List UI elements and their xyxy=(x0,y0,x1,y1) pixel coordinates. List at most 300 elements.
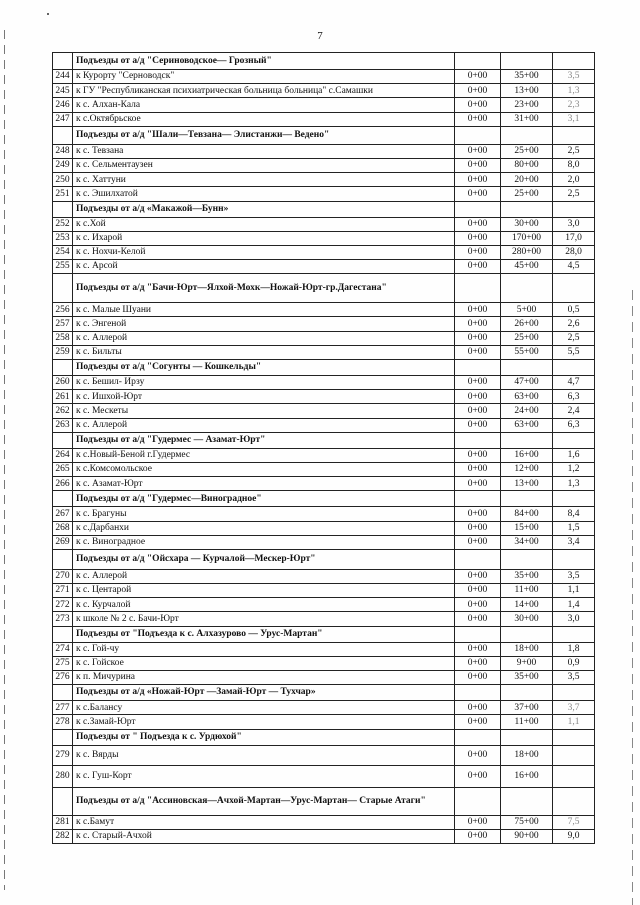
end-km: 18+00 xyxy=(501,745,553,765)
road-name: к с. Азамат-Юрт xyxy=(73,477,455,491)
length-km: 17,0 xyxy=(553,231,595,245)
table-row xyxy=(53,584,595,598)
section-header-row xyxy=(53,126,595,144)
end-km: 35+00 xyxy=(501,70,553,84)
section-empty-cell xyxy=(553,274,595,303)
section-empty-cell xyxy=(455,491,501,507)
road-name: к с. Брагуны xyxy=(73,507,455,521)
length-km: 1,1 xyxy=(553,584,595,598)
row-number: 246 xyxy=(53,98,73,112)
road-name: к с. Центарой xyxy=(73,584,455,598)
row-number: 274 xyxy=(53,642,73,656)
start-km: 0+00 xyxy=(455,317,501,331)
length-km: 2,5 xyxy=(553,187,595,201)
start-km: 0+00 xyxy=(455,245,501,259)
road-name: к с. Эшилхатой xyxy=(73,187,455,201)
row-number: 263 xyxy=(53,418,73,432)
end-km: 84+00 xyxy=(501,507,553,521)
length-km: 6,3 xyxy=(553,418,595,432)
row-number: 248 xyxy=(53,144,73,158)
end-km: 18+00 xyxy=(501,642,553,656)
length-km: 6,3 xyxy=(553,390,595,404)
length-km: 0,9 xyxy=(553,656,595,670)
length-km: 1,8 xyxy=(553,642,595,656)
section-empty-cell xyxy=(553,432,595,448)
section-empty-cell xyxy=(501,685,553,701)
section-empty-cell xyxy=(455,626,501,642)
road-name: к школе № 2 с. Бачи-Юрт xyxy=(73,612,455,626)
row-number: 273 xyxy=(53,612,73,626)
start-km: 0+00 xyxy=(455,829,501,843)
section-title: Подъезды от а/д "Ойсхара — Курчалой—Мескер-Юрт" xyxy=(73,549,455,569)
row-number: 254 xyxy=(53,245,73,259)
end-km: 90+00 xyxy=(501,829,553,843)
section-empty-cell xyxy=(553,360,595,376)
length-km: 5,5 xyxy=(553,345,595,359)
start-km: 0+00 xyxy=(455,584,501,598)
start-km: 0+00 xyxy=(455,376,501,390)
length-km: 9,0 xyxy=(553,829,595,843)
section-empty-cell xyxy=(455,685,501,701)
table-row xyxy=(53,390,595,404)
length-km: 8,0 xyxy=(553,158,595,172)
section-empty-cell xyxy=(455,729,501,745)
section-header-row xyxy=(53,274,595,303)
section-header-row xyxy=(53,787,595,815)
start-km: 0+00 xyxy=(455,217,501,231)
table-row xyxy=(53,507,595,521)
section-empty-cell xyxy=(501,53,553,70)
length-km: 4,5 xyxy=(553,260,595,274)
table-row xyxy=(53,84,595,98)
start-km: 0+00 xyxy=(455,345,501,359)
start-km: 0+00 xyxy=(455,642,501,656)
table-row xyxy=(53,765,595,787)
length-km: 0,5 xyxy=(553,303,595,317)
table-row xyxy=(53,671,595,685)
section-header-row xyxy=(53,626,595,642)
section-empty-cell xyxy=(501,360,553,376)
row-number: 245 xyxy=(53,84,73,98)
road-name: к с. Бильты xyxy=(73,345,455,359)
table-row xyxy=(53,245,595,259)
section-empty-cell xyxy=(455,274,501,303)
row-number: 279 xyxy=(53,745,73,765)
length-km: 8,4 xyxy=(553,507,595,521)
section-header-row xyxy=(53,549,595,569)
length-km: 4,7 xyxy=(553,376,595,390)
row-number: 253 xyxy=(53,231,73,245)
row-number: 258 xyxy=(53,331,73,345)
table-row xyxy=(53,829,595,843)
end-km: 23+00 xyxy=(501,98,553,112)
row-number: 266 xyxy=(53,477,73,491)
start-km: 0+00 xyxy=(455,70,501,84)
left-margin-rule xyxy=(4,30,5,890)
start-km: 0+00 xyxy=(455,815,501,829)
row-number: 282 xyxy=(53,829,73,843)
table-row xyxy=(53,656,595,670)
length-km: 3,5 xyxy=(553,569,595,583)
section-empty-cell xyxy=(501,491,553,507)
road-name: к с. Аллерой xyxy=(73,331,455,345)
table-row xyxy=(53,521,595,535)
section-title: Подъезды от а/д "Ассиновская—Ачхой-Мартан—Урус-Мартан— Старые Атаги" xyxy=(73,787,455,815)
section-empty-cell xyxy=(455,53,501,70)
section-empty-cell xyxy=(501,201,553,217)
start-km: 0+00 xyxy=(455,158,501,172)
end-km: 63+00 xyxy=(501,418,553,432)
table-row xyxy=(53,642,595,656)
table-row xyxy=(53,535,595,549)
table-row xyxy=(53,701,595,715)
end-km: 12+00 xyxy=(501,462,553,476)
length-km: 28,0 xyxy=(553,245,595,259)
section-empty-cell xyxy=(455,549,501,569)
road-name: к с. Ихарой xyxy=(73,231,455,245)
length-km: 3,5 xyxy=(553,671,595,685)
table-row xyxy=(53,418,595,432)
section-number-cell xyxy=(53,729,73,745)
section-empty-cell xyxy=(501,729,553,745)
end-km: 14+00 xyxy=(501,598,553,612)
row-number: 262 xyxy=(53,404,73,418)
start-km: 0+00 xyxy=(455,84,501,98)
table-row xyxy=(53,98,595,112)
start-km: 0+00 xyxy=(455,598,501,612)
section-title: Подъезды от а/д «Ножай-Юрт —Замай-Юрт — Тухчар» xyxy=(73,685,455,701)
road-name: к Курорту "Серноводск" xyxy=(73,70,455,84)
road-name: к с.Бамут xyxy=(73,815,455,829)
start-km: 0+00 xyxy=(455,390,501,404)
start-km: 0+00 xyxy=(455,331,501,345)
road-name: к с. Вярды xyxy=(73,745,455,765)
row-number: 260 xyxy=(53,376,73,390)
start-km: 0+00 xyxy=(455,477,501,491)
road-name: к с. Виноградное xyxy=(73,535,455,549)
end-km: 75+00 xyxy=(501,815,553,829)
start-km: 0+00 xyxy=(455,187,501,201)
section-empty-cell xyxy=(553,201,595,217)
start-km: 0+00 xyxy=(455,671,501,685)
start-km: 0+00 xyxy=(455,303,501,317)
table-row xyxy=(53,462,595,476)
section-empty-cell xyxy=(553,685,595,701)
row-number: 270 xyxy=(53,569,73,583)
length-km: 3,0 xyxy=(553,612,595,626)
section-empty-cell xyxy=(501,126,553,144)
section-number-cell xyxy=(53,787,73,815)
table-row xyxy=(53,715,595,729)
row-number: 252 xyxy=(53,217,73,231)
end-km: 45+00 xyxy=(501,260,553,274)
section-empty-cell xyxy=(553,787,595,815)
section-title: Подъезды от а/д "Гудермес—Виноградное" xyxy=(73,491,455,507)
table-row xyxy=(53,173,595,187)
road-name: к с.Хой xyxy=(73,217,455,231)
end-km: 25+00 xyxy=(501,331,553,345)
table-row xyxy=(53,448,595,462)
end-km: 25+00 xyxy=(501,144,553,158)
length-km: 1,4 xyxy=(553,598,595,612)
road-name: к с.Новый-Беной г.Гудермес xyxy=(73,448,455,462)
section-header-row xyxy=(53,685,595,701)
start-km: 0+00 xyxy=(455,144,501,158)
section-number-cell xyxy=(53,360,73,376)
section-empty-cell xyxy=(553,491,595,507)
row-number: 276 xyxy=(53,671,73,685)
section-number-cell xyxy=(53,491,73,507)
section-number-cell xyxy=(53,53,73,70)
end-km: 30+00 xyxy=(501,217,553,231)
table-row xyxy=(53,144,595,158)
length-km: 3,1 xyxy=(553,112,595,126)
end-km: 24+00 xyxy=(501,404,553,418)
end-km: 9+00 xyxy=(501,656,553,670)
end-km: 80+00 xyxy=(501,158,553,172)
row-number: 257 xyxy=(53,317,73,331)
table-row xyxy=(53,70,595,84)
length-km: 3,4 xyxy=(553,535,595,549)
section-title: Подъезды от а/д «Макажой—Бунн» xyxy=(73,201,455,217)
section-empty-cell xyxy=(501,787,553,815)
section-empty-cell xyxy=(455,787,501,815)
start-km: 0+00 xyxy=(455,112,501,126)
section-empty-cell xyxy=(501,549,553,569)
end-km: 37+00 xyxy=(501,701,553,715)
scan-mark xyxy=(47,13,49,15)
road-name: к с. Малые Шуани xyxy=(73,303,455,317)
road-name: к с.Замай-Юрт xyxy=(73,715,455,729)
section-empty-cell xyxy=(501,626,553,642)
start-km: 0+00 xyxy=(455,765,501,787)
roads-table-body xyxy=(53,53,595,844)
end-km: 16+00 xyxy=(501,448,553,462)
section-title: Подъезды от а/д "Бачи-Юрт—Ялхой-Мохк—Ножай-Юрт-гр.Дагестана" xyxy=(73,274,455,303)
table-row xyxy=(53,345,595,359)
table-row xyxy=(53,745,595,765)
length-km: 1,5 xyxy=(553,521,595,535)
road-name: к с. Сельментаузен xyxy=(73,158,455,172)
length-km: 3,7 xyxy=(553,701,595,715)
road-name: к с. Энгеной xyxy=(73,317,455,331)
road-name: к с.Комсомольское xyxy=(73,462,455,476)
end-km: 47+00 xyxy=(501,376,553,390)
table-row xyxy=(53,477,595,491)
length-km xyxy=(553,765,595,787)
road-name: к с. Арсой xyxy=(73,260,455,274)
row-number: 247 xyxy=(53,112,73,126)
section-empty-cell xyxy=(553,729,595,745)
row-number: 251 xyxy=(53,187,73,201)
row-number: 269 xyxy=(53,535,73,549)
length-km: 2,3 xyxy=(553,98,595,112)
row-number: 250 xyxy=(53,173,73,187)
section-empty-cell xyxy=(553,626,595,642)
start-km: 0+00 xyxy=(455,260,501,274)
section-empty-cell xyxy=(553,549,595,569)
end-km: 34+00 xyxy=(501,535,553,549)
row-number: 267 xyxy=(53,507,73,521)
end-km: 30+00 xyxy=(501,612,553,626)
section-number-cell xyxy=(53,549,73,569)
road-name: к с. Гойское xyxy=(73,656,455,670)
table-row xyxy=(53,598,595,612)
row-number: 256 xyxy=(53,303,73,317)
length-km: 1,6 xyxy=(553,448,595,462)
start-km: 0+00 xyxy=(455,418,501,432)
section-empty-cell xyxy=(501,432,553,448)
start-km: 0+00 xyxy=(455,98,501,112)
row-number: 244 xyxy=(53,70,73,84)
page-number: 7 xyxy=(317,30,323,42)
row-number: 265 xyxy=(53,462,73,476)
start-km: 0+00 xyxy=(455,656,501,670)
row-number: 255 xyxy=(53,260,73,274)
table-row xyxy=(53,331,595,345)
end-km: 20+00 xyxy=(501,173,553,187)
row-number: 268 xyxy=(53,521,73,535)
section-empty-cell xyxy=(553,126,595,144)
section-title: Подъезды от а/д "Сериноводское— Грозный" xyxy=(73,53,455,70)
road-name: к п. Мичурина xyxy=(73,671,455,685)
length-km: 2,5 xyxy=(553,144,595,158)
row-number: 261 xyxy=(53,390,73,404)
length-km: 2,6 xyxy=(553,317,595,331)
table-row xyxy=(53,260,595,274)
start-km: 0+00 xyxy=(455,231,501,245)
length-km: 2,5 xyxy=(553,331,595,345)
end-km: 35+00 xyxy=(501,569,553,583)
length-km: 3,5 xyxy=(553,70,595,84)
road-name: к с. Алхан-Кала xyxy=(73,98,455,112)
end-km: 11+00 xyxy=(501,584,553,598)
section-number-cell xyxy=(53,432,73,448)
start-km: 0+00 xyxy=(455,715,501,729)
section-empty-cell xyxy=(455,201,501,217)
roads-table xyxy=(52,52,595,844)
section-title: Подъезды от "Подъезда к с. Алхазурово — Урус-Мартан" xyxy=(73,626,455,642)
road-name: к с. Бешил- Ирзу xyxy=(73,376,455,390)
section-empty-cell xyxy=(455,360,501,376)
start-km: 0+00 xyxy=(455,745,501,765)
road-name: к ГУ "Республиканская психиатрическая больница больница" с.Самашки xyxy=(73,84,455,98)
section-number-cell xyxy=(53,274,73,303)
section-title: Подъезды от а/д "Согунты — Кошкельды" xyxy=(73,360,455,376)
section-title: Подъезды от а/д "Шали—Тевзана— Элистанжи— Ведено" xyxy=(73,126,455,144)
row-number: 264 xyxy=(53,448,73,462)
start-km: 0+00 xyxy=(455,569,501,583)
road-name: к с. Мескеты xyxy=(73,404,455,418)
row-number: 271 xyxy=(53,584,73,598)
end-km: 13+00 xyxy=(501,84,553,98)
table-row xyxy=(53,303,595,317)
section-number-cell xyxy=(53,201,73,217)
length-km: 3,0 xyxy=(553,217,595,231)
end-km: 55+00 xyxy=(501,345,553,359)
end-km: 280+00 xyxy=(501,245,553,259)
section-empty-cell xyxy=(501,274,553,303)
section-header-row xyxy=(53,432,595,448)
road-name: к с.Балансу xyxy=(73,701,455,715)
road-name: к с.Октябрьское xyxy=(73,112,455,126)
end-km: 26+00 xyxy=(501,317,553,331)
right-margin-rule xyxy=(632,290,633,905)
length-km: 1,3 xyxy=(553,84,595,98)
section-number-cell xyxy=(53,626,73,642)
table-row xyxy=(53,187,595,201)
road-name: к с. Гуш-Корт xyxy=(73,765,455,787)
row-number: 280 xyxy=(53,765,73,787)
road-name: к с. Аллерой xyxy=(73,569,455,583)
section-header-row xyxy=(53,53,595,70)
end-km: 31+00 xyxy=(501,112,553,126)
start-km: 0+00 xyxy=(455,701,501,715)
section-empty-cell xyxy=(455,432,501,448)
row-number: 281 xyxy=(53,815,73,829)
length-km: 7,5 xyxy=(553,815,595,829)
table-row xyxy=(53,569,595,583)
end-km: 35+00 xyxy=(501,671,553,685)
end-km: 5+00 xyxy=(501,303,553,317)
section-number-cell xyxy=(53,126,73,144)
table-row xyxy=(53,815,595,829)
length-km: 2,0 xyxy=(553,173,595,187)
length-km: 2,4 xyxy=(553,404,595,418)
length-km: 1,1 xyxy=(553,715,595,729)
end-km: 63+00 xyxy=(501,390,553,404)
road-name: к с. Старый-Ачхой xyxy=(73,829,455,843)
section-title: Подъезды от " Подъезда к с. Урдюхой" xyxy=(73,729,455,745)
end-km: 170+00 xyxy=(501,231,553,245)
table-row xyxy=(53,612,595,626)
section-empty-cell xyxy=(455,126,501,144)
road-name: к с. Аллерой xyxy=(73,418,455,432)
start-km: 0+00 xyxy=(455,462,501,476)
start-km: 0+00 xyxy=(455,507,501,521)
road-name: к с. Курчалой xyxy=(73,598,455,612)
road-name: к с.Дарбанхи xyxy=(73,521,455,535)
table-row xyxy=(53,376,595,390)
end-km: 16+00 xyxy=(501,765,553,787)
road-name: к с. Гой-чу xyxy=(73,642,455,656)
length-km xyxy=(553,745,595,765)
table-row xyxy=(53,404,595,418)
road-name: к с. Ишхой-Юрт xyxy=(73,390,455,404)
table-row xyxy=(53,217,595,231)
length-km: 1,3 xyxy=(553,477,595,491)
table-row xyxy=(53,317,595,331)
table-row xyxy=(53,158,595,172)
row-number: 278 xyxy=(53,715,73,729)
start-km: 0+00 xyxy=(455,404,501,418)
road-name: к с. Нохчи-Келой xyxy=(73,245,455,259)
section-title: Подъезды от а/д "Гудермес — Азамат-Юрт" xyxy=(73,432,455,448)
road-name: к с. Хаттуни xyxy=(73,173,455,187)
row-number: 275 xyxy=(53,656,73,670)
row-number: 249 xyxy=(53,158,73,172)
section-header-row xyxy=(53,729,595,745)
end-km: 15+00 xyxy=(501,521,553,535)
end-km: 13+00 xyxy=(501,477,553,491)
row-number: 259 xyxy=(53,345,73,359)
section-header-row xyxy=(53,491,595,507)
row-number: 277 xyxy=(53,701,73,715)
section-header-row xyxy=(53,360,595,376)
section-header-row xyxy=(53,201,595,217)
start-km: 0+00 xyxy=(455,448,501,462)
table-row xyxy=(53,231,595,245)
